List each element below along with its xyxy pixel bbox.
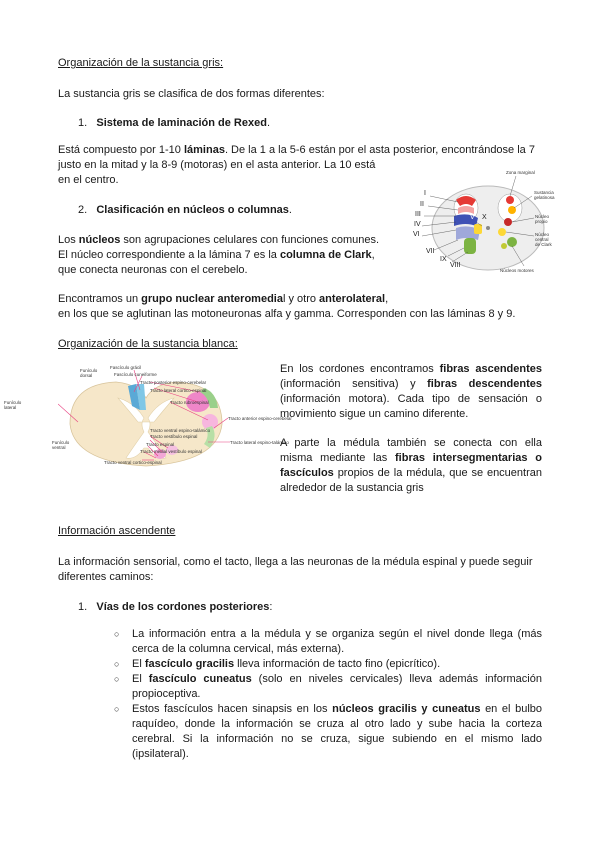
white-matter-text	[280, 362, 542, 496]
list-number: 1.	[78, 601, 88, 613]
list-item-end: .	[266, 117, 270, 129]
bullet-item-3	[132, 672, 542, 702]
text: El núcleo correspondiente a la lámina 7 es la	[58, 249, 280, 261]
bullet-item-1	[132, 627, 542, 657]
label-funiculo-ventral: Funículo ventral	[52, 440, 70, 450]
text: La información entra a la médula y se organiza según el nivel donde llega (más cerca de la columna cervical, más externa).	[132, 628, 542, 655]
label-lamina-4: IV	[414, 221, 421, 228]
wm-line3: (información motora). Cada tipo de sensación o	[280, 393, 542, 405]
text: misma mediante las	[280, 452, 396, 464]
spinal-cord-gray-matter-diagram	[412, 170, 555, 278]
bold-text: fibras ascendentes	[439, 363, 542, 375]
nucleo-propio	[504, 218, 512, 226]
text: . De la 1 a la 5-6 están por el asta posterior, encontrándose la 7	[224, 144, 535, 156]
wm-line4: movimiento sigue un camino diferente.	[280, 408, 469, 420]
label-nucleos-motores: Núcleos motores	[500, 268, 534, 273]
text: son agrupaciones celulares con funciones comunes.	[120, 234, 380, 246]
label-lamina-3: III	[415, 211, 421, 218]
list-item-end: :	[269, 601, 273, 613]
bold-text: anterolateral	[319, 293, 386, 305]
wm-line5: A parte la médula también se conecta con ella	[280, 437, 542, 449]
label-tract-12: Tracto ventral cortico-espinal	[104, 460, 162, 465]
bold-text: fascículo cuneatus	[148, 673, 252, 685]
paragraph-grupos-line1	[58, 292, 388, 307]
rexed-laminae-figure	[412, 170, 555, 278]
label-tract-4: Tracto lateral cortico-espinal	[150, 388, 207, 393]
label-sustancia-gelatinosa: Sustancia gelatinosa	[534, 190, 555, 200]
text: Estos fascículos hacen sinapsis en los	[132, 703, 333, 715]
motor-nuclei-2	[501, 243, 507, 249]
text: En los cordones encontramos	[280, 363, 440, 375]
label-funiculo-lateral: Funículo lateral	[4, 400, 22, 410]
label-tract-11: Tracto medial vestíbulo espinal	[140, 449, 202, 454]
motor-nuclei	[507, 237, 517, 247]
label-tract-3: Tracto posterior espino-cerebelar	[140, 380, 207, 385]
paragraph-nucleos-line3: que conecta neuronas con el cerebelo.	[58, 264, 248, 276]
paragraph-laminas-line2: justo en la mitad y la 8-9 (motoras) en el asta anterior. La 10 está	[58, 159, 376, 171]
bullet-item-2	[132, 657, 542, 672]
wm-line2	[280, 377, 542, 392]
paragraph-nucleos-line1	[58, 233, 379, 248]
text: ,	[371, 249, 375, 261]
bullet-list	[132, 627, 542, 762]
paragraph-laminas-line1	[58, 143, 535, 158]
label-tract-2: Fascículo cuneiforme	[114, 372, 157, 377]
ascending-intro-line1: La información sensorial, como el tacto, llega a las neuronas de la médula espinal y puede seguir	[58, 556, 533, 568]
text: El	[132, 673, 149, 685]
list-item-posterior-cords	[78, 600, 272, 615]
list-number: 1.	[78, 117, 88, 129]
wm-line7	[280, 466, 542, 481]
section-title-white-matter: Organización de la sustancia blanca:	[58, 338, 238, 350]
label-tract-1: Fascículo grácil	[110, 365, 142, 370]
text: Los	[58, 234, 79, 246]
label-lamina-1: I	[424, 190, 426, 197]
text: El	[132, 658, 145, 670]
label-lamina-6: VI	[413, 231, 420, 238]
bullet-item-4	[132, 702, 542, 762]
list-item-end: .	[288, 204, 292, 216]
list-item-label: Clasificación en núcleos o columnas	[96, 204, 289, 216]
list-item-rexed	[78, 116, 270, 131]
label-tract-10: Tracto espinal	[146, 442, 175, 447]
bullet-list-items	[132, 627, 542, 762]
ascending-intro-line2: diferentes caminos:	[58, 571, 154, 583]
text: l y otro	[282, 293, 320, 305]
label-lamina-7: VII	[426, 248, 435, 255]
intro-text: La sustancia gris se clasifica de dos formas diferentes:	[58, 88, 325, 100]
label-tract-9: Tracto vestíbulo espinal	[150, 434, 198, 439]
text: (solo en niveles cervicales) lleva además información propioceptiva.	[132, 673, 542, 700]
text: (información sensitiva) y	[280, 378, 428, 390]
label-lamina-9: IX	[440, 256, 447, 263]
label-lamina-2: II	[420, 201, 424, 208]
central-canal	[486, 226, 490, 230]
zona-marginal-nucleus	[506, 196, 514, 204]
lamina-x	[474, 224, 482, 234]
label-lamina-5: V	[470, 214, 475, 221]
lamina-viii-ix	[464, 238, 476, 254]
bold-text: núcleos	[78, 234, 121, 246]
label-tract-6: Tracto anterior espino-cerebelar	[228, 416, 292, 421]
bold-text: núcleos gracilis y cuneatus	[332, 703, 481, 715]
clark-nucleus	[498, 228, 506, 236]
paragraph-nucleos-line2	[58, 248, 375, 263]
wm-line1	[280, 362, 542, 377]
label-zona-marginal: Zona marginal	[506, 170, 535, 175]
bold-text: grupo nuclear anteromedia	[141, 293, 283, 305]
list-item-label: Sistema de laminación de Rexed	[96, 117, 267, 129]
text: propios de la médula, que se encuentran	[333, 467, 542, 479]
label-funiculo-dorsal: Funículo dorsal	[80, 368, 98, 378]
wm-line8: alrededor de la sustancia gris	[280, 482, 424, 494]
bold-text: fibras descendentes	[427, 378, 543, 390]
sustancia-gelatinosa-nucleus	[508, 206, 516, 214]
label-tract-5: Tracto rubroespinal	[170, 400, 209, 405]
white-matter-tracts-figure	[4, 362, 292, 472]
list-item-label: Vías de los cordones posteriores	[96, 601, 270, 613]
label-tract-8: Tracto ventral espino-talámico	[150, 428, 211, 433]
wm-line6	[280, 451, 542, 466]
label-tract-7: Tracto lateral espino-talámico	[230, 440, 289, 445]
list-item-nucleos	[78, 203, 292, 218]
bold-text: fibras intersegmentarias o	[395, 452, 542, 464]
section-title-ascending: Información ascendente	[58, 525, 176, 537]
bold-text: fascículos	[280, 467, 334, 479]
section-title-gray-matter: Organización de la sustancia gris:	[58, 57, 224, 69]
list-number: 2.	[78, 204, 88, 216]
label-lamina-8: VIII	[450, 262, 461, 269]
paragraph-laminas-line3: en el centro.	[58, 174, 119, 186]
label-nucleo-clark: Núcleo central de Clark	[535, 232, 552, 247]
bold-text: láminas	[183, 144, 225, 156]
bold-text: fascículo gracilis	[144, 658, 235, 670]
text: ,	[385, 293, 389, 305]
text: en el bulbo raquídeo, donde la información se cruza al otro lado y sube hacia la corteza cerebral. Si la información no se cruza, sigue subiendo en el mismo lado (ipsilateral).	[132, 703, 543, 760]
paragraph-grupos-line2: en los que se aglutinan las motoneuronas alfa y gamma. Corresponden con las láminas 8 y 9.	[58, 308, 516, 320]
text: lleva información de tacto fino (epicrítico).	[234, 658, 441, 670]
text: Está compuesto por 1-10	[58, 144, 184, 156]
text: Encontramos un	[58, 293, 142, 305]
bold-text: columna de Clark	[279, 249, 372, 261]
label-lamina-10: X	[482, 214, 487, 221]
label-nucleo-propio: Núcleo propio	[535, 214, 550, 224]
